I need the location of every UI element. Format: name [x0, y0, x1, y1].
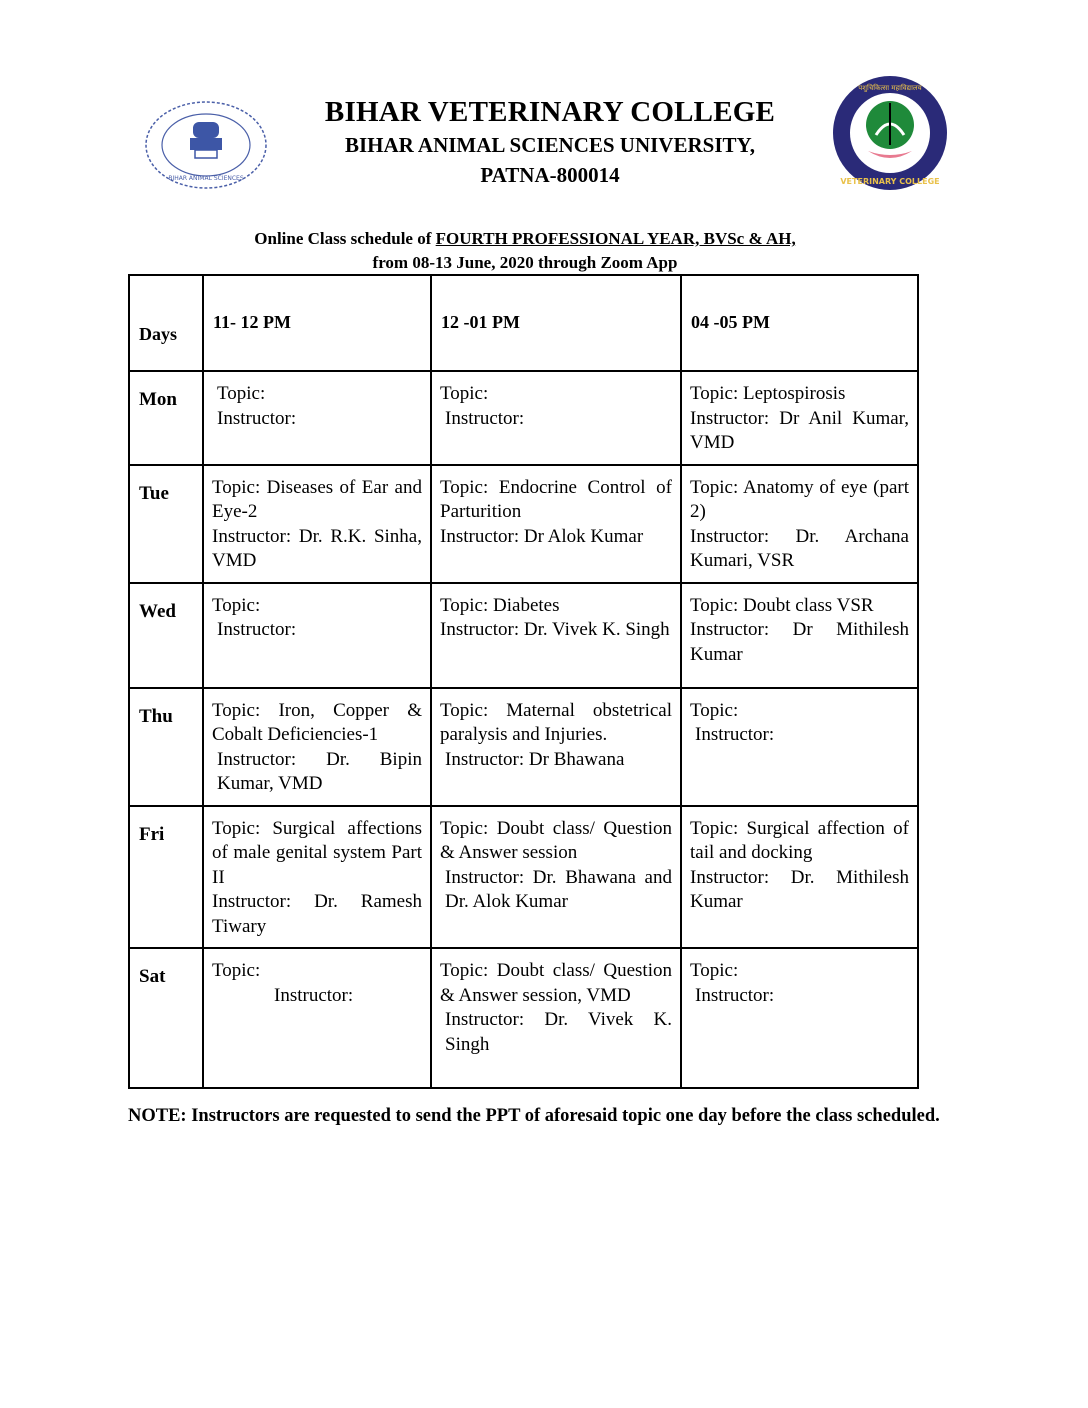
class-cell	[203, 465, 431, 583]
class-cell	[203, 583, 431, 688]
topic-text: Topic:	[217, 383, 266, 404]
topic-text: Topic: Leptospirosis	[690, 383, 846, 404]
topic-text: Topic: Maternal obstetrical paralysis and Injuries.	[440, 699, 672, 745]
instructor-text: Instructor:	[217, 619, 297, 640]
topic-text: Topic: Iron, Copper & Cobalt Deficiencies-1	[212, 699, 422, 745]
topic-text: Topic:	[690, 699, 739, 721]
college-emblem-logo	[828, 73, 952, 193]
instructor-text: Instructor: Dr. Bhawana and Dr. Alok Kumar	[445, 866, 672, 912]
table-row	[129, 583, 918, 688]
instructor-text: Instructor:	[445, 407, 525, 429]
topic-text: Topic: Diabetes	[440, 594, 560, 616]
slot-header: 12 -01 PM	[431, 275, 681, 371]
instructor-text: Instructor: Dr. Ramesh Tiwary	[212, 891, 422, 937]
class-cell	[681, 465, 918, 583]
topic-text: Topic: Diseases of Ear and Eye-2	[212, 476, 422, 522]
topic-text: Topic: Doubt class/ Question & Answer session, VMD	[440, 960, 672, 1006]
table-row	[129, 688, 918, 806]
topic-text: Topic: Doubt class/ Question & Answer session	[440, 817, 672, 863]
college-name: BIHAR VETERINARY COLLEGE	[324, 96, 776, 128]
topic-text: Topic: Endocrine Control of Parturition	[440, 476, 672, 522]
slot-header: 04 -05 PM	[681, 275, 918, 371]
note-text: NOTE: Instructors are requested to send the PPT of aforesaid topic one day before the class scheduled.	[128, 1106, 940, 1126]
topic-text: Topic: Anatomy of eye (part 2)	[690, 476, 909, 522]
instructor-text: Instructor: Dr. Vivek K. Singh	[440, 619, 670, 640]
topic-text: Topic:	[212, 594, 261, 616]
class-cell	[681, 688, 918, 806]
topic-text: Topic: Surgical affection of tail and docking	[690, 817, 909, 863]
class-cell	[203, 688, 431, 806]
svg-text:VETERINARY COLLEGE: VETERINARY COLLEGE	[840, 177, 940, 186]
topic-text: Topic:	[690, 960, 739, 981]
instructor-text: Instructor:	[217, 407, 297, 429]
days-header: Days	[129, 275, 203, 371]
instructor-text: Instructor: Dr Alok Kumar	[440, 525, 644, 547]
topic-text: Topic: Doubt class VSR	[690, 594, 874, 616]
class-cell	[681, 371, 918, 465]
topic-text: Topic: Surgical affections of male genital system Part II	[212, 817, 422, 888]
university-name: BIHAR ANIMAL SCIENCES UNIVERSITY,	[344, 133, 755, 157]
schedule-table	[128, 274, 919, 1089]
instructor-text: Instructor: Dr. Archana Kumari, VSR	[690, 525, 909, 571]
schedule-title-year: FOURTH PROFESSIONAL YEAR, BVSc & AH,	[435, 229, 796, 248]
table-header-row	[129, 275, 918, 371]
topic-text: Topic:	[440, 383, 489, 404]
instructor-text: Instructor:	[695, 724, 775, 745]
class-cell	[431, 371, 681, 465]
day-label: Thu	[129, 688, 203, 806]
city-pincode: PATNA-800014	[480, 163, 620, 187]
class-cell	[203, 948, 431, 1088]
day-label: Mon	[129, 371, 203, 465]
university-seal-logo	[143, 100, 269, 190]
instructor-text: Instructor: Dr. Mithilesh Kumar	[690, 866, 909, 912]
svg-text:पशुचिकित्सा महाविद्यालय: पशुचिकित्सा महाविद्यालय	[858, 84, 922, 92]
instructor-text: Instructor: Dr Mithilesh Kumar	[690, 619, 909, 665]
class-cell	[431, 688, 681, 806]
topic-text: Topic:	[212, 960, 261, 981]
class-cell	[203, 371, 431, 465]
class-cell	[681, 948, 918, 1088]
schedule-dates: from 08-13 June, 2020 through Zoom App	[372, 253, 678, 272]
class-cell	[681, 583, 918, 688]
class-cell	[681, 806, 918, 949]
day-label: Fri	[129, 806, 203, 949]
instructor-text: Instructor:	[695, 984, 775, 1006]
table-row	[129, 806, 918, 949]
class-cell	[431, 806, 681, 949]
class-cell	[431, 583, 681, 688]
class-cell	[203, 806, 431, 949]
class-cell	[431, 948, 681, 1088]
table-row	[129, 371, 918, 465]
table-row	[129, 948, 918, 1088]
instructor-text: Instructor: Dr Bhawana	[445, 748, 625, 770]
instructor-text: Instructor: Dr. Bipin Kumar, VMD	[217, 748, 422, 794]
instructor-text: Instructor: Dr Anil Kumar, VMD	[690, 407, 909, 453]
schedule-title-prefix: Online Class schedule of	[254, 229, 436, 248]
instructor-text: Instructor:	[274, 984, 354, 1006]
instructor-text: Instructor: Dr. R.K. Sinha, VMD	[212, 525, 422, 571]
day-label: Wed	[129, 583, 203, 688]
instructor-text: Instructor: Dr. Vivek K. Singh	[445, 1009, 672, 1055]
schedule-title	[130, 229, 920, 249]
day-label: Tue	[129, 465, 203, 583]
table-row	[129, 465, 918, 583]
slot-header: 11- 12 PM	[203, 275, 431, 371]
day-label: Sat	[129, 948, 203, 1088]
svg-text:BIHAR ANIMAL SCIENCES: BIHAR ANIMAL SCIENCES	[168, 175, 244, 182]
class-cell	[431, 465, 681, 583]
